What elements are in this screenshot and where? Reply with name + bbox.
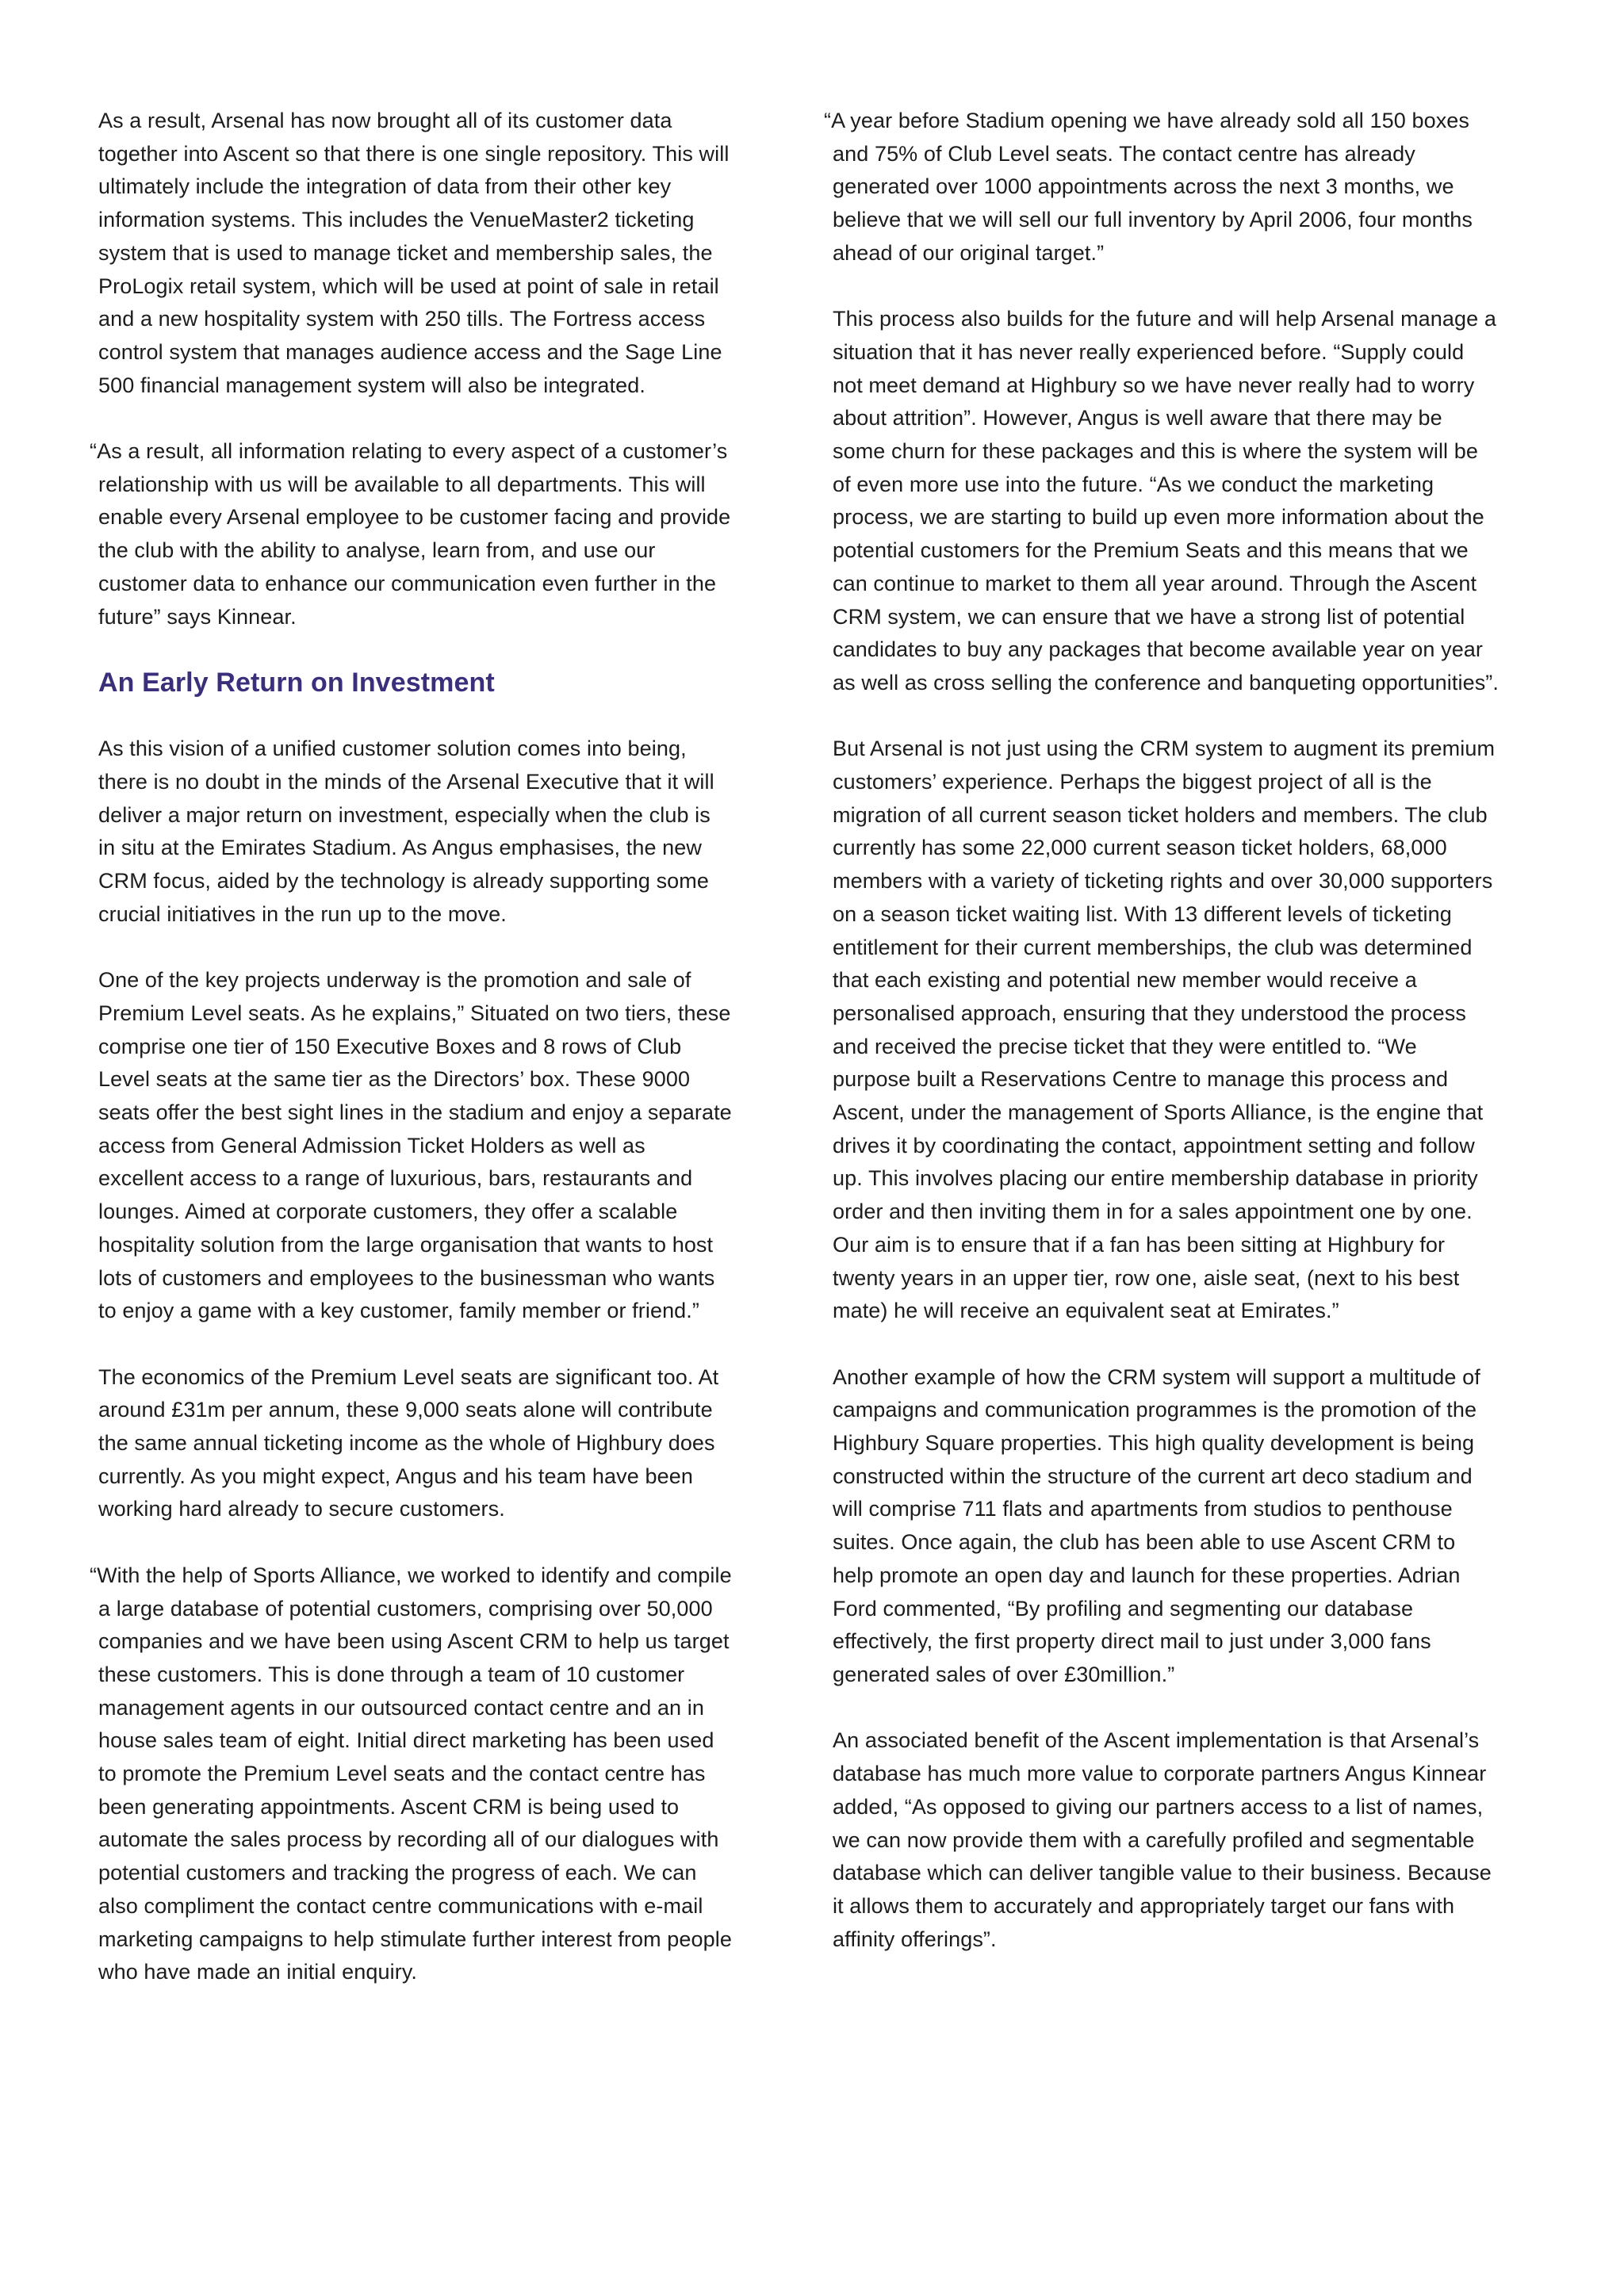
right-column <box>824 105 1500 1989</box>
paragraph-economics: The economics of the Premium Level seats are significant too. At around £31m per annum, these 9,000 seats alone will contribute the same annual ticketing income as the whole of Highbury does currently. As you might expect, Angus and his team have been working hard already to secure customers. <box>98 1364 719 1521</box>
paragraph-sports-alliance-quote: “With the help of Sports Alliance, we worked to identify and compile a large database of potential customers, comprising over 50,000 companies and we have been using Ascent CRM to help us target these customers. This is done through a team of 10 customer management agents in our outsourced contact centre and an in house sales team of eight. Initial direct marketing has been used to promote the Premium Level seats and the contact centre has been generating appointments. Ascent CRM is being used to automate the sales process by recording all of our dialogues with potential customers and tracking the progress of each. We can also compliment the contact centre communications with e-mail marketing campaigns to help stimulate further interest from people who have made an initial enquiry. <box>90 1563 732 1984</box>
left-column <box>90 105 733 2022</box>
paragraph-highbury-square: Another example of how the CRM system will support a multitude of campaigns and communication programmes is the promotion of the Highbury Square properties. This high quality development is being constructed within the structure of the current art deco stadium and will comprise 711 flats and apartments from studios to penthouse suites. Once again, the club has been able to use Ascent CRM to help promote an open day and launch for these properties. Adrian Ford commented, “By profiling and segmenting our database effectively, the first property direct mail to just under 3,000 fans generated sales of over £30million.” <box>833 1364 1480 1686</box>
section-heading: An Early Return on Investment <box>98 667 495 698</box>
paragraph-premium-seats: One of the key projects underway is the promotion and sale of Premium Level seats. As he explains,” Situated on two tiers, these comprise one tier of 150 Executive Boxes and 8 rows of Club Level seats at the same tier as the Directors’ box. These 9000 seats offer the best sight lines in the stadium and enjoy a separate access from General Admission Ticket Holders as well as excellent access to a range of luxurious, bars, restaurants and lounges. Aimed at corporate customers, they offer a scalable hospitality solution from the large organisation that wants to host lots of customers and employees to the businessman who wants to enjoy a game with a key customer, family member or friend.” <box>98 968 732 1323</box>
paragraph-data-integration: As a result, Arsenal has now brought all of its customer data together into Ascent so that there is one single repository. This will ultimately include the integration of data from their other key information systems. This includes the VenueMaster2 ticketing system that is used to manage ticket and membership sales, the ProLogix retail system, which will be used at point of sale in retail and a new hospitality system with 250 tills. The Fortress access control system that manages audience access and the Sage Line 500 financial management system will also be integrated. <box>98 109 730 397</box>
paragraph-future-building: This process also builds for the future and will help Arsenal manage a situation that it has never really experienced before. “Supply could not meet demand at Highbury so we have never really had to worry about attrition”. However, Angus is well aware that there may be some churn for these packages and this is where the system will be of even more use into the future. “As we conduct the marketing process, we are starting to build up even more information about the potential customers for the Premium Seats and this means that we can continue to market to them all year around. Through the Ascent CRM system, we can ensure that we have a strong list of potential candidates to buy any packages that become available year on year as well as cross selling the conference and banqueting opportunities”. <box>833 307 1500 695</box>
paragraph-corporate-partners: An associated benefit of the Ascent implementation is that Arsenal’s database has much more value to corporate partners Angus Kinnear added, “As opposed to giving our partners access to a list of names, we can now provide them with a carefully profiled and segmentable database which can deliver tangible value to their business. Because it allows them to accurately and appropriately target our fans with affinity offerings”. <box>833 1728 1492 1951</box>
paragraph-kinnear-quote: “As a result, all information relating to every aspect of a customer’s relationship with us will be available to all departments. This will enable every Arsenal employee to be customer facing and provide the club with the ability to analyse, learn from, and use our customer data to enhance our communication even further in the future” says Kinnear. <box>90 439 731 629</box>
paragraph-roi-vision: As this vision of a unified customer solution comes into being, there is no doubt in the minds of the Arsenal Executive that it will deliver a major return on investment, especially when the club is in situ at the Emirates Stadium. As Angus emphasises, the new CRM focus, aided by the technology is already supporting some crucial initiatives in the run up to the move. <box>98 737 714 926</box>
paragraph-sales-results: “A year before Stadium opening we have already sold all 150 boxes and 75% of Club Level seats. The contact centre has already generated over 1000 appointments across the next 3 months, we believe that we will sell our full inventory by April 2006, four months ahead of our original target.” <box>824 109 1473 265</box>
paragraph-season-ticket-migration: But Arsenal is not just using the CRM system to augment its premium customers’ experience. Perhaps the biggest project of all is the migration of all current season ticket holders and members. The club currently has some 22,000 current season ticket holders, 68,000 members with a variety of ticketing rights and over 30,000 supporters on a season ticket waiting list. With 13 different levels of ticketing entitlement for their current memberships, the club was determined that each existing and potential new member would receive a personalised approach, ensuring that they understood the process and received the precise ticket that they were entitled to. “We purpose built a Reservations Centre to manage this process and Ascent, under the management of Sports Alliance, is the engine that drives it by coordinating the contact, appointment setting and follow up. This involves placing our entire membership database in priority order and then inviting them in for a sales appointment one by one. Our aim is to ensure that if a fan has been sitting at Highbury for twenty years in an upper tier, row one, aisle seat, (next to his best mate) he will receive an equivalent seat at Emirates.” <box>833 737 1496 1323</box>
